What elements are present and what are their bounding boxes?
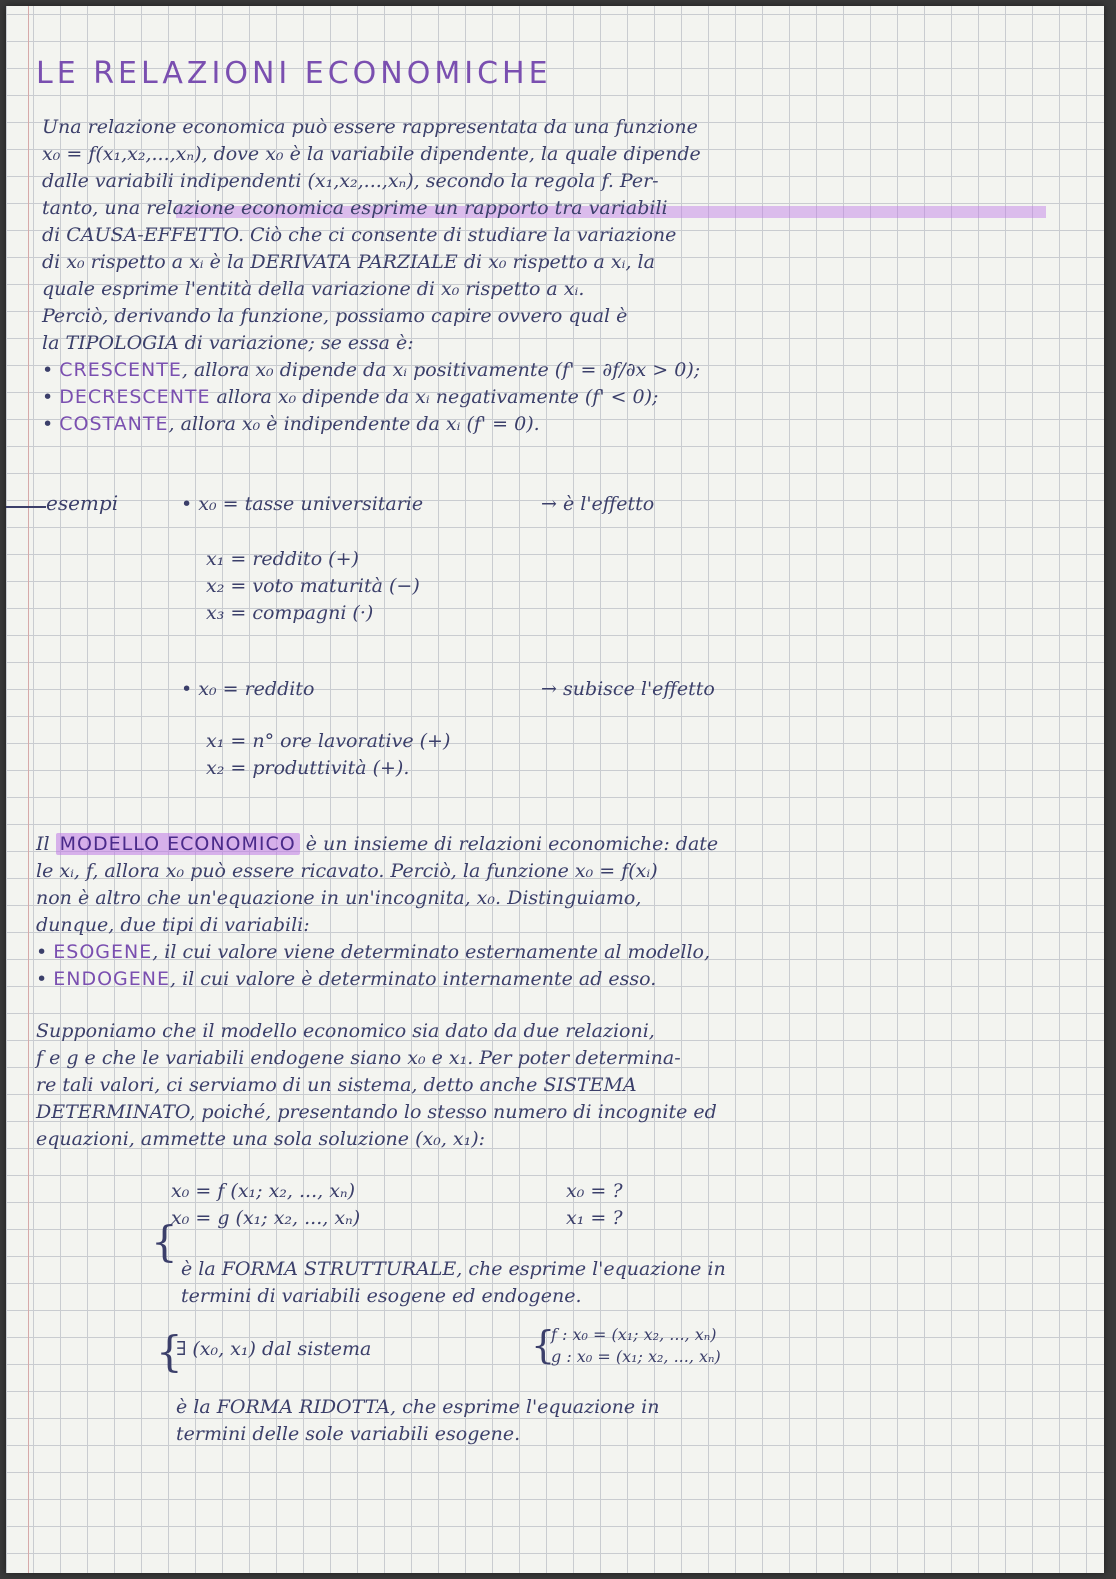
system-line: f e g e che le variabili endogene siano x₀ e x₁. Per poter determina- xyxy=(36,1047,681,1069)
model-line: le xᵢ, f, allora x₀ può essere ricavato. Perciò, la funzione x₀ = f(xᵢ) xyxy=(36,860,658,882)
structural-line: è la FORMA STRUTTURALE, che esprime l'equazione in xyxy=(181,1258,726,1280)
list-item: x₂ = produttività (+). xyxy=(206,757,410,779)
list-item: • COSTANTE, allora x₀ è indipendente da xᵢ (f' = 0). xyxy=(42,411,1082,438)
reduced-line: è la FORMA RIDOTTA, che esprime l'equazione in xyxy=(176,1396,660,1418)
example-dash xyxy=(6,506,46,508)
intro-line: Una relazione economica può essere rappresentata da una funzione xyxy=(42,116,698,138)
system-paragraph xyxy=(36,1018,1096,1153)
brace-icon: { xyxy=(151,1217,178,1266)
page-title: LE RELAZIONI ECONOMICHE xyxy=(36,56,552,91)
example-1 xyxy=(181,491,423,518)
intro-line: tanto, una relazione economica esprime un rapporto tra variabili xyxy=(42,197,668,219)
model-line: non è altro che un'equazione in un'incognita, x₀. Distinguiamo, xyxy=(36,887,642,909)
brace-icon: { xyxy=(531,1323,556,1367)
notebook-page xyxy=(6,6,1104,1573)
list-item: x₁ = n° ore lavorative (+) xyxy=(206,730,451,752)
example-1-arrow: → è l'effetto xyxy=(541,493,655,515)
model-line: Il MODELLO ECONOMICO è un insieme di relazioni economiche: date xyxy=(36,833,719,855)
variation-types-list xyxy=(42,357,1082,438)
reduced-form xyxy=(176,1394,660,1448)
reduced-line: termini delle sole variabili esogene. xyxy=(176,1423,521,1445)
example-main: • x₀ = reddito xyxy=(181,678,315,700)
system-line: re tali valori, ci serviamo di un sistema, detto anche SISTEMA xyxy=(36,1074,637,1096)
example-main: • x₀ = tasse universitarie xyxy=(181,493,424,515)
list-item: • ESOGENE, il cui valore viene determinato esternamente al modello, xyxy=(36,939,1086,966)
example-2-arrow: → subisce l'effetto xyxy=(541,678,715,700)
system-line: equazioni, ammette una sola soluzione (x₀, x₁): xyxy=(36,1128,486,1150)
model-line: dunque, due tipi di variabili: xyxy=(36,914,310,936)
unknown: x₀ = ? xyxy=(566,1180,623,1202)
intro-line: x₀ = f(x₁,x₂,...,xₙ), dove x₀ è la variabile dipendente, la quale dipende xyxy=(42,143,701,165)
term-esogene: ESOGENE xyxy=(53,941,153,963)
equation: g : x₀ = (x₁; x₂, ..., xₙ) xyxy=(551,1347,721,1366)
exists-statement: ∃ (x₀, x₁) dal sistema xyxy=(176,1338,372,1360)
equation: x₀ = g (x₁; x₂, ..., xₙ) xyxy=(171,1207,361,1229)
intro-line: di CAUSA-EFFETTO. Ciò che ci consente di studiare la variazione xyxy=(42,224,677,246)
intro-line: quale esprime l'entità della variazione di x₀ rispetto a xᵢ. xyxy=(42,278,585,300)
examples-label: esempi xyxy=(46,491,119,515)
system-line: DETERMINATO, poiché, presentando lo stesso numero di incognite ed xyxy=(36,1101,717,1123)
margin-line xyxy=(28,6,29,1573)
term-decrescente: DECRESCENTE xyxy=(59,386,211,408)
intro-line: la TIPOLOGIA di variazione; se essa è: xyxy=(42,332,414,354)
equation-system xyxy=(171,1178,360,1232)
list-item: • DECRESCENTE allora x₀ dipende da xᵢ negativamente (f' < 0); xyxy=(42,384,1082,411)
unknowns xyxy=(566,1178,623,1232)
intro-line: Perciò, derivando la funzione, possiamo capire ovvero qual è xyxy=(42,305,628,327)
intro-paragraph xyxy=(42,114,1082,438)
intro-line: di x₀ rispetto a xᵢ è la DERIVATA PARZIALE di x₀ rispetto a xᵢ, la xyxy=(42,251,655,273)
equation: x₀ = f (x₁; x₂, ..., xₙ) xyxy=(171,1180,356,1202)
list-item: x₃ = compagni (·) xyxy=(206,602,374,624)
term-crescente: CRESCENTE xyxy=(59,359,182,381)
variable-types-list xyxy=(36,939,1086,993)
system-line: Supponiamo che il modello economico sia dato da due relazioni, xyxy=(36,1020,655,1042)
unknown: x₁ = ? xyxy=(566,1207,623,1229)
list-item: x₂ = voto maturità (−) xyxy=(206,575,420,597)
model-paragraph xyxy=(36,831,1086,993)
list-item: x₁ = reddito (+) xyxy=(206,548,359,570)
term-costante: COSTANTE xyxy=(59,413,169,435)
list-item: • ENDOGENE, il cui valore è determinato internamente ad esso. xyxy=(36,966,1086,993)
term-modello-economico: MODELLO ECONOMICO xyxy=(56,833,300,855)
brace-icon: { xyxy=(156,1327,183,1376)
list-item: • CRESCENTE, allora x₀ dipende da xᵢ positivamente (f' = ∂f/∂x > 0); xyxy=(42,357,1082,384)
example-1-vars xyxy=(206,546,420,627)
intro-line: dalle variabili indipendenti (x₁,x₂,...,xₙ), secondo la regola f. Per- xyxy=(42,170,659,192)
equation: f : x₀ = (x₁; x₂, ..., xₙ) xyxy=(551,1325,717,1344)
structural-line: termini di variabili esogene ed endogene. xyxy=(181,1285,582,1307)
example-2 xyxy=(181,676,314,703)
reduced-system xyxy=(551,1324,721,1368)
structural-form xyxy=(181,1256,726,1310)
example-2-vars xyxy=(206,728,450,782)
term-endogene: ENDOGENE xyxy=(53,968,170,990)
